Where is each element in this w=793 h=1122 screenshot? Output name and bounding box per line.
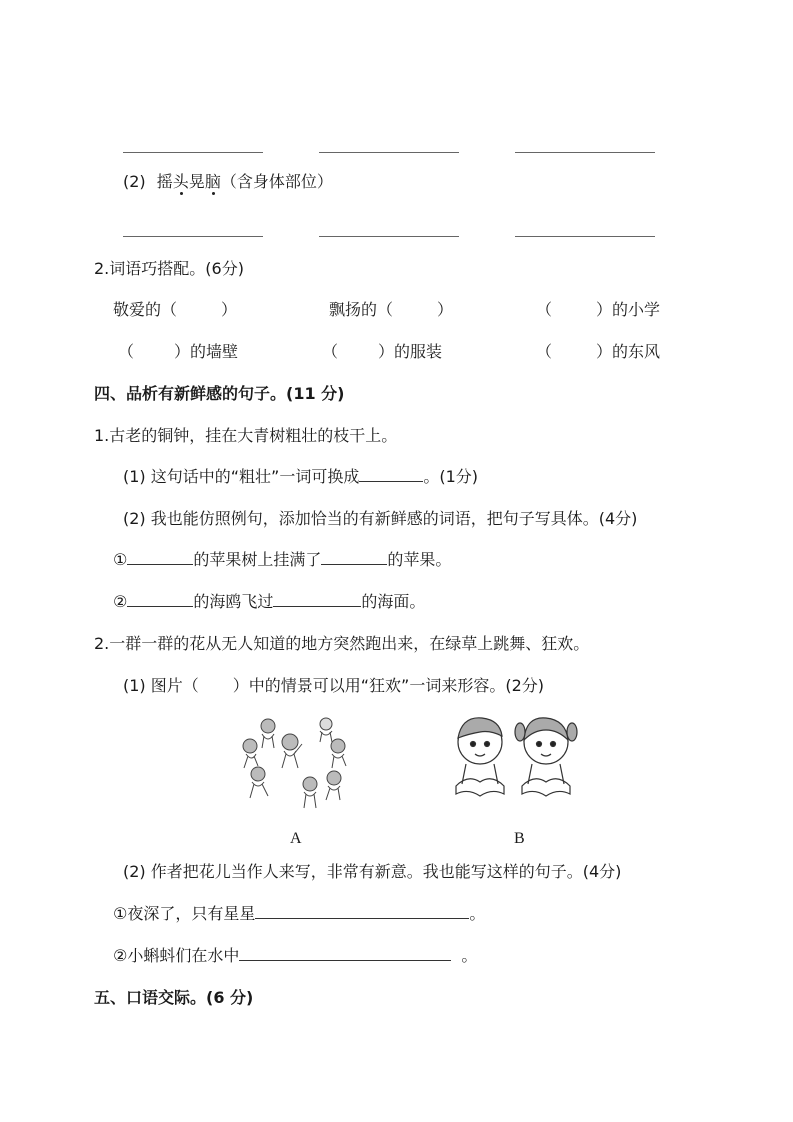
section-4-heading: 四、品析有新鲜感的句子。(11 分) [94,384,345,403]
answer-line[interactable] [319,152,459,153]
dancing-children-illustration [238,712,358,812]
match-item: （ ）的服装 [322,342,443,361]
hint: （含身体部位） [220,172,333,191]
answer-blank[interactable] [359,467,423,482]
question-4-2-item-1: ①夜深了，只有星星 。 [113,904,486,923]
question-4-2-stem: 2.一群一群的花从无人知道的地方突然跑出来，在绿草上跳舞、狂欢。 [94,634,590,653]
match-item: 敬爱的（ ） [113,300,238,319]
picture-a-label: A [290,830,302,847]
answer-blank[interactable] [127,550,193,565]
match-item: （ ）的墙壁 [118,342,239,361]
match-item: （ ）的东风 [536,342,661,361]
answer-line[interactable] [123,236,263,237]
picture-b [448,712,580,802]
answer-blank[interactable] [239,946,451,961]
section-5-heading: 五、口语交际。(6 分) [94,988,254,1007]
answer-line[interactable] [123,152,263,153]
answer-line[interactable] [515,152,655,153]
answer-blank[interactable] [255,904,469,919]
question-4-1-part-2: (2) 我也能仿照例句，添加恰当的有新鲜感的词语，把句子写具体。(4分) [123,509,638,528]
question-4-2-item-2: ②小蝌蚪们在水中 。 [113,946,478,965]
reading-children-illustration [448,712,580,802]
idiom: 摇头晃脑 [156,172,221,191]
question-4-1-item-1: ① 的苹果树上挂满了 的苹果。 [113,550,452,569]
question-4-1-item-2: ② 的海鸥飞过 的海面。 [113,592,426,611]
answer-line[interactable] [515,236,655,237]
picture-b-label: B [514,830,525,847]
question-3-1-part-2 [123,172,333,192]
match-item: 飘扬的（ ） [329,300,454,319]
answer-blank[interactable] [127,592,193,607]
part-label: (2) [123,172,146,191]
answer-blank[interactable] [273,592,361,607]
question-3-2-title: 2.词语巧搭配。(6分) [94,259,244,278]
question-4-1-part-1: (1) 这句话中的“粗壮”一词可换成 。(1分) [123,467,479,486]
answer-blank[interactable] [321,550,387,565]
picture-a [238,712,358,812]
answer-line[interactable] [319,236,459,237]
question-4-2-part-1: (1) 图片（ ）中的情景可以用“狂欢”一词来形容。(2分) [123,676,545,695]
match-item: （ ）的小学 [536,300,661,319]
question-4-2-part-2: (2) 作者把花儿当作人来写，非常有新意。我也能写这样的句子。(4分) [123,862,622,881]
question-4-1-stem: 1.古老的铜钟，挂在大青树粗壮的枝干上。 [94,426,398,445]
